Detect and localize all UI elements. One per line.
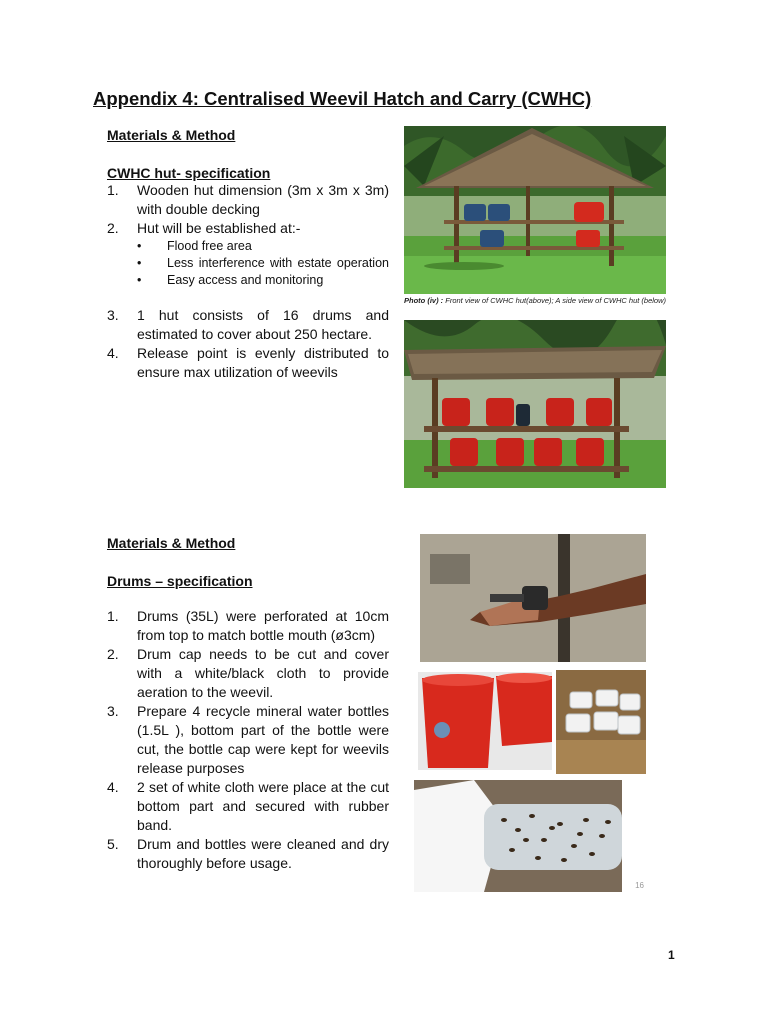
slide1-subheading: CWHC hut- specification bbox=[107, 165, 271, 181]
list-item: 4. Release point is evenly distributed to ensure max utilization of weevils bbox=[107, 345, 389, 380]
slide-number: 16 bbox=[635, 881, 644, 890]
hut-spec-list-cont bbox=[107, 306, 389, 382]
sublist-item: • Easy access and monitoring bbox=[137, 273, 324, 287]
sublist-item: • Flood free area bbox=[137, 239, 252, 253]
red-drums-photo bbox=[418, 672, 552, 770]
list-item: 5. Drum and bottles were cleaned and dry thoroughly before usage. bbox=[107, 836, 389, 871]
hut-front-photo bbox=[404, 126, 666, 294]
photo-caption: Photo (iv) : Front view of CWHC hut(above); A side view of CWHC hut (below) bbox=[404, 296, 667, 305]
drum-spec-list bbox=[107, 607, 389, 873]
slide1-heading: Materials & Method bbox=[107, 127, 236, 143]
slide-cwhc-hut bbox=[96, 120, 667, 492]
bottle-hand-photo bbox=[420, 534, 646, 662]
list-item: 3. 1 hut consists of 16 drums and estimated to cover about 250 hectare. bbox=[107, 307, 389, 342]
slide2-heading: Materials & Method bbox=[107, 535, 236, 551]
page-number: 1 bbox=[668, 948, 675, 962]
list-item: 1. Wooden hut dimension (3m x 3m x 3m) with double decking bbox=[107, 182, 389, 217]
page-title: Appendix 4: Centralised Weevil Hatch and Carry (CWHC) bbox=[93, 88, 592, 109]
list-item: 4. 2 set of white cloth were place at the cut bottom part and secured with rubber band. bbox=[107, 779, 389, 833]
list-item: 2. Drum cap needs to be cut and cover with a white/black cloth to provide aeration to the weevil. bbox=[107, 646, 389, 700]
list-item: 2. Hut will be established at:- bbox=[107, 220, 301, 236]
list-item: 1. Drums (35L) were perforated at 10cm from top to match bottle mouth (ø3cm) bbox=[107, 608, 389, 643]
weevils-photo bbox=[414, 780, 622, 892]
slide-drums bbox=[96, 528, 656, 898]
hut-spec-list bbox=[107, 181, 389, 238]
bottles-photo bbox=[556, 670, 646, 774]
list-item: 3. Prepare 4 recycle mineral water bottles (1.5L ), bottom part of the bottle were cut, the bottle cap were kept for weevils release purposes bbox=[107, 703, 389, 776]
location-sublist bbox=[137, 238, 389, 289]
hut-side-photo bbox=[404, 320, 666, 488]
sublist-item: • Less interference with estate operation bbox=[137, 256, 389, 270]
slide2-subheading: Drums – specification bbox=[107, 573, 253, 589]
